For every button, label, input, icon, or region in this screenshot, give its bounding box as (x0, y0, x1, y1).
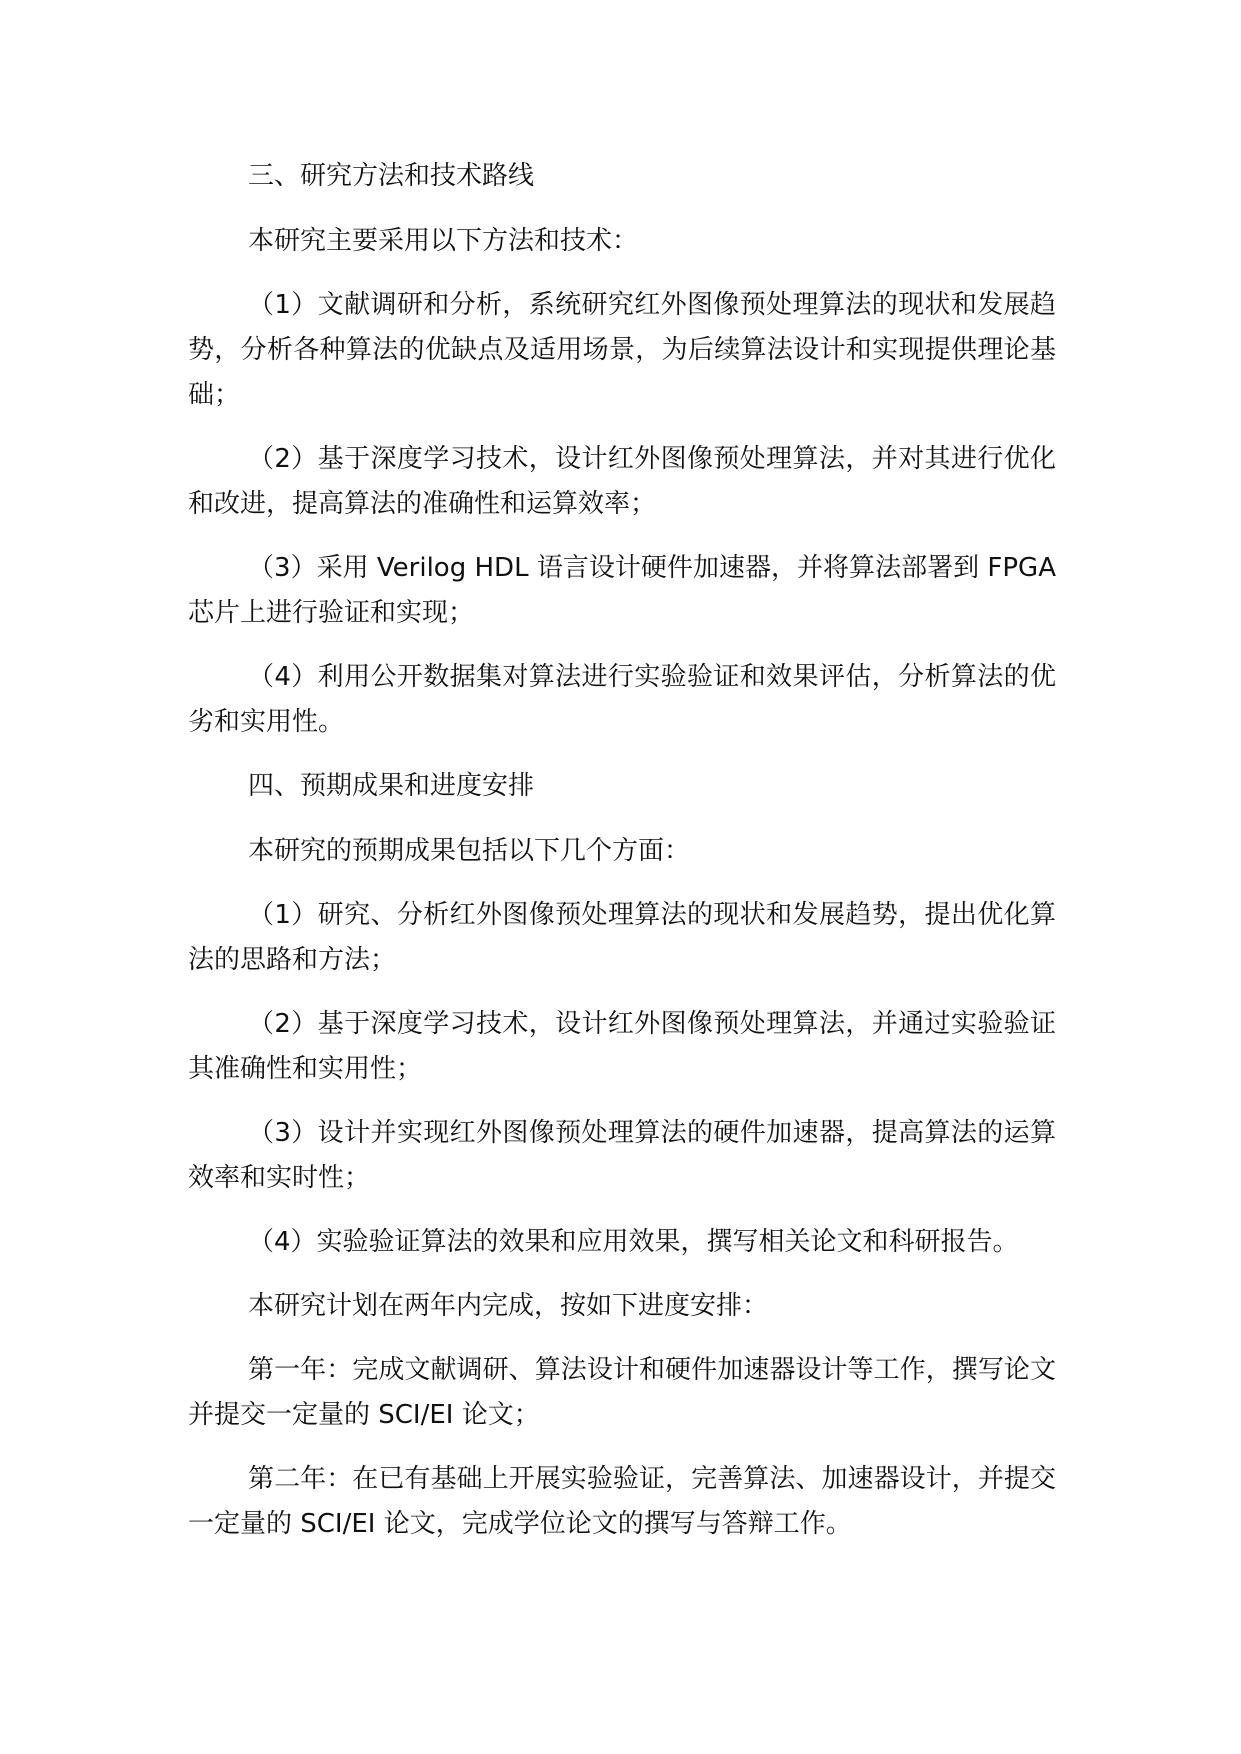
method-item-4: （4）利用公开数据集对算法进行实验验证和效果评估，分析算法的优劣和实用性。 (188, 662, 1056, 737)
methods-intro-paragraph: 本研究主要采用以下方法和技术： (248, 226, 639, 256)
outcome-item-3: （3）设计并实现红外图像预处理算法的硬件加速器，提高算法的运算效率和实时性； (188, 1118, 1056, 1193)
method-item-3: （3）采用 Verilog HDL 语言设计硬件加速器，并将算法部署到 FPGA 芯片上进行验证和实现； (188, 553, 1056, 628)
section-heading-expected-outcomes: 四、预期成果和进度安排 (248, 771, 535, 801)
outcome-item-4: （4）实验验证算法的效果和应用效果，撰写相关论文和科研报告。 (248, 1227, 1019, 1257)
section-heading-research-methods: 三、研究方法和技术路线 (248, 161, 535, 191)
schedule-year-2: 第二年：在已有基础上开展实验验证，完善算法、加速器设计，并提交一定量的 SCI/EI 论文，完成学位论文的撰写与答辩工作。 (188, 1464, 1056, 1539)
schedule-intro-paragraph: 本研究计划在两年内完成，按如下进度安排： (248, 1291, 769, 1321)
method-item-2: （2）基于深度学习技术，设计红外图像预处理算法，并对其进行优化和改进，提高算法的准确性和运算效率； (188, 444, 1056, 519)
document-body (188, 154, 1056, 1566)
method-item-1: （1）文献调研和分析，系统研究红外图像预处理算法的现状和发展趋势，分析各种算法的优缺点及适用场景，为后续算法设计和实现提供理论基础； (188, 290, 1056, 410)
outcome-item-1: （1）研究、分析红外图像预处理算法的现状和发展趋势，提出优化算法的思路和方法； (188, 900, 1056, 975)
schedule-year-1: 第一年：完成文献调研、算法设计和硬件加速器设计等工作，撰写论文并提交一定量的 SCI/EI 论文； (188, 1355, 1056, 1430)
outcome-item-2: （2）基于深度学习技术，设计红外图像预处理算法，并通过实验验证其准确性和实用性； (188, 1009, 1056, 1084)
outcomes-intro-paragraph: 本研究的预期成果包括以下几个方面： (248, 836, 691, 866)
